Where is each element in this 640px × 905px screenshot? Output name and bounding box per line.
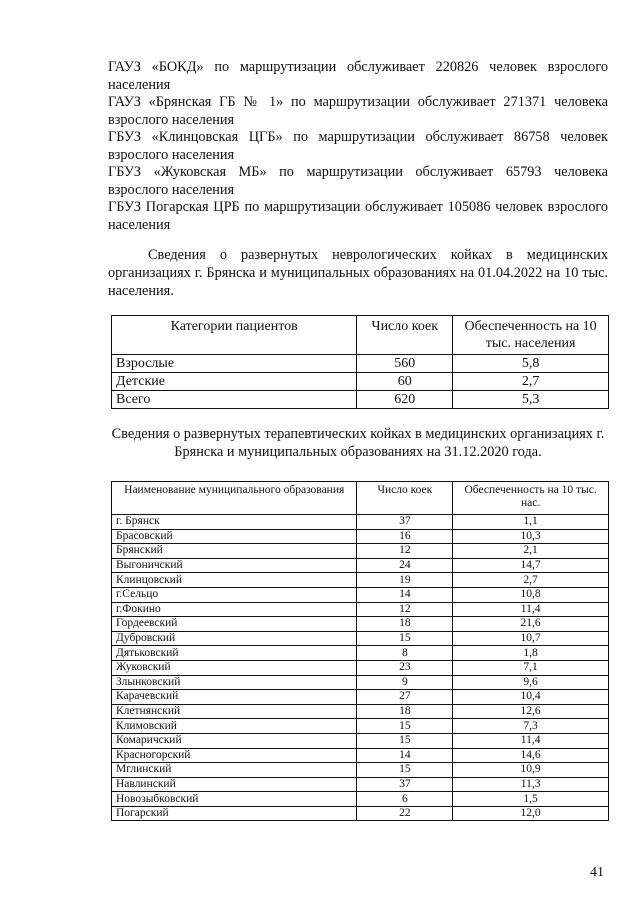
column-header: Обеспеченность на 10 тыс. нас. <box>453 482 609 515</box>
row-label-cell: Мглинский <box>112 763 357 778</box>
value-cell: 1,5 <box>453 792 609 807</box>
row-label-cell: Новозыбковский <box>112 792 357 807</box>
value-cell: 6 <box>357 792 453 807</box>
value-cell: 21,6 <box>453 617 609 632</box>
table-row <box>112 733 609 748</box>
value-cell: 10,3 <box>453 529 609 544</box>
value-cell: 23 <box>357 660 453 675</box>
value-cell: 5,8 <box>453 355 609 373</box>
value-cell: 10,7 <box>453 631 609 646</box>
row-label-cell: Брасовский <box>112 529 357 544</box>
table-row <box>112 792 609 807</box>
therapy-beds-heading: Сведения о развернутых терапевтических койках в медицинских организациях г. Брянска и муниципальных образованиях на 31.12.2020 года. <box>111 426 605 460</box>
column-header: Категории пациентов <box>112 316 357 355</box>
value-cell: 1,1 <box>453 515 609 530</box>
row-label-cell: Красногорский <box>112 748 357 763</box>
table-row <box>112 544 609 559</box>
table-row <box>112 587 609 602</box>
value-cell: 15 <box>357 631 453 646</box>
value-cell: 12 <box>357 544 453 559</box>
table-row <box>112 704 609 719</box>
table-row <box>112 558 609 573</box>
value-cell: 60 <box>357 373 453 391</box>
value-cell: 19 <box>357 573 453 588</box>
column-header: Число коек <box>357 482 453 515</box>
paragraph-2: ГАУЗ «Брянская ГБ № 1» по маршрутизации обслуживает 271371 человека взрослого населения <box>108 94 608 128</box>
value-cell: 14 <box>357 587 453 602</box>
table-row <box>112 515 609 530</box>
row-label-cell: Гордеевский <box>112 617 357 632</box>
value-cell: 1,8 <box>453 646 609 661</box>
neuro-beds-heading: Сведения о развернутых неврологических койках в медицинских организациях г. Брянска и муниципальных образованиях на 01.04.2022 на 10 тыс. населения. <box>108 247 608 299</box>
table-row <box>112 660 609 675</box>
value-cell: 9,6 <box>453 675 609 690</box>
paragraph-1: ГАУЗ «БОКД» по маршрутизации обслуживает 220826 человек взрослого населения <box>108 59 608 93</box>
value-cell: 37 <box>357 777 453 792</box>
row-label-cell: Взрослые <box>112 355 357 373</box>
value-cell: 22 <box>357 806 453 821</box>
value-cell: 5,3 <box>453 391 609 409</box>
row-label-cell: Выгоничский <box>112 558 357 573</box>
value-cell: 11,4 <box>453 602 609 617</box>
therapy-beds-table <box>111 481 609 821</box>
value-cell: 12,6 <box>453 704 609 719</box>
table-row <box>112 529 609 544</box>
routing-paragraphs <box>108 59 608 234</box>
table-row <box>112 719 609 734</box>
value-cell: 12 <box>357 602 453 617</box>
table-row <box>112 777 609 792</box>
table-row <box>112 355 609 373</box>
table-row <box>112 617 609 632</box>
value-cell: 14,6 <box>453 748 609 763</box>
table-row <box>112 646 609 661</box>
table-row <box>112 675 609 690</box>
column-header: Наименование муниципального образования <box>112 482 357 515</box>
value-cell: 18 <box>357 617 453 632</box>
table-row <box>112 631 609 646</box>
value-cell: 24 <box>357 558 453 573</box>
value-cell: 7,1 <box>453 660 609 675</box>
value-cell: 16 <box>357 529 453 544</box>
value-cell: 8 <box>357 646 453 661</box>
value-cell: 2,7 <box>453 573 609 588</box>
value-cell: 11,3 <box>453 777 609 792</box>
row-label-cell: Климовский <box>112 719 357 734</box>
value-cell: 12,0 <box>453 806 609 821</box>
table-row <box>112 573 609 588</box>
row-label-cell: г. Брянск <box>112 515 357 530</box>
value-cell: 15 <box>357 733 453 748</box>
value-cell: 37 <box>357 515 453 530</box>
row-label-cell: Брянский <box>112 544 357 559</box>
neuro-beds-table <box>111 315 609 409</box>
value-cell: 18 <box>357 704 453 719</box>
value-cell: 9 <box>357 675 453 690</box>
row-label-cell: Погарский <box>112 806 357 821</box>
row-label-cell: г.Фокино <box>112 602 357 617</box>
page-number: 41 <box>590 865 604 880</box>
row-label-cell: Карачевский <box>112 690 357 705</box>
table-header-row <box>112 482 609 515</box>
column-header: Число коек <box>357 316 453 355</box>
value-cell: 560 <box>357 355 453 373</box>
value-cell: 27 <box>357 690 453 705</box>
value-cell: 10,4 <box>453 690 609 705</box>
value-cell: 7,3 <box>453 719 609 734</box>
table-row <box>112 690 609 705</box>
row-label-cell: Злынковский <box>112 675 357 690</box>
value-cell: 10,9 <box>453 763 609 778</box>
row-label-cell: Навлинский <box>112 777 357 792</box>
table-row <box>112 602 609 617</box>
value-cell: 15 <box>357 763 453 778</box>
row-label-cell: Клетнянский <box>112 704 357 719</box>
row-label-cell: Клинцовский <box>112 573 357 588</box>
value-cell: 14 <box>357 748 453 763</box>
table-row <box>112 391 609 409</box>
row-label-cell: Дятьковский <box>112 646 357 661</box>
column-header: Обеспеченность на 10 тыс. населения <box>453 316 609 355</box>
value-cell: 14,7 <box>453 558 609 573</box>
paragraph-4: ГБУЗ «Жуковская МБ» по маршрутизации обслуживает 65793 человека взрослого населения <box>108 164 608 198</box>
value-cell: 10,8 <box>453 587 609 602</box>
row-label-cell: г.Сельцо <box>112 587 357 602</box>
paragraph-5: ГБУЗ Погарская ЦРБ по маршрутизации обслуживает 105086 человек взрослого населения <box>108 199 608 233</box>
value-cell: 620 <box>357 391 453 409</box>
value-cell: 11,4 <box>453 733 609 748</box>
row-label-cell: Комаричский <box>112 733 357 748</box>
paragraph-3: ГБУЗ «Клинцовская ЦГБ» по маршрутизации обслуживает 86758 человек взрослого населения <box>108 129 608 163</box>
value-cell: 15 <box>357 719 453 734</box>
table-row <box>112 748 609 763</box>
row-label-cell: Всего <box>112 391 357 409</box>
value-cell: 2,7 <box>453 373 609 391</box>
table-row <box>112 763 609 778</box>
table-row <box>112 373 609 391</box>
table-row <box>112 806 609 821</box>
row-label-cell: Жуковский <box>112 660 357 675</box>
table-header-row <box>112 316 609 355</box>
value-cell: 2,1 <box>453 544 609 559</box>
row-label-cell: Детские <box>112 373 357 391</box>
row-label-cell: Дубровский <box>112 631 357 646</box>
